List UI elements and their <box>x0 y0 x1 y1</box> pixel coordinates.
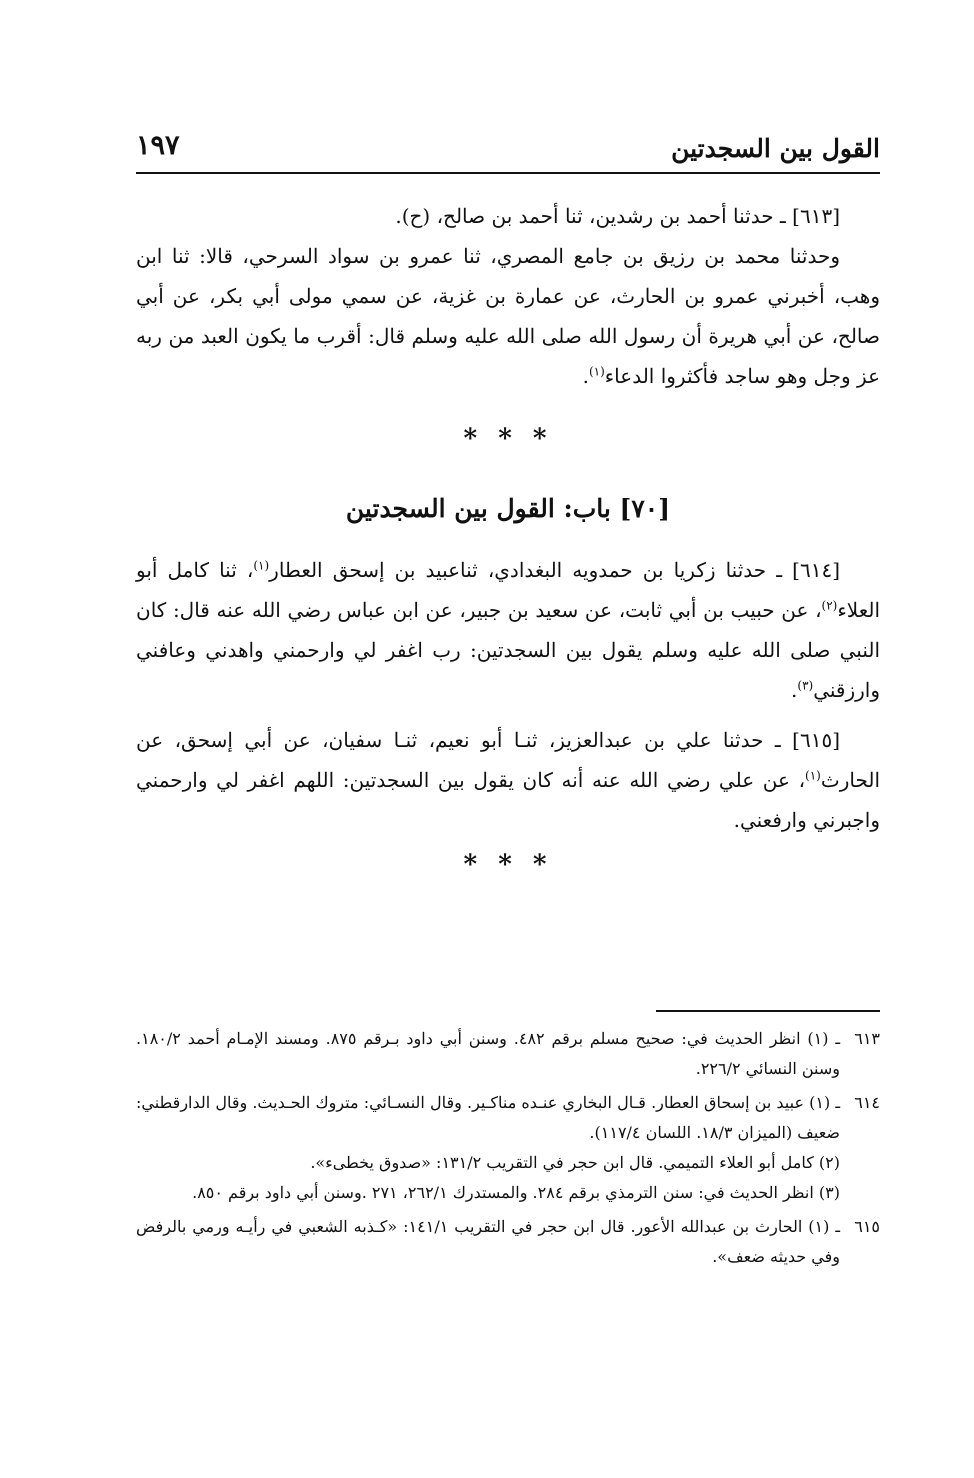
footnote-text: (٢) كامل أبو العلاء التميمي. قال ابن حجر في التقريب ١٣١/٢: «صدوق يخطىء». <box>310 1153 840 1172</box>
footnote-marker[interactable]: (١) <box>588 364 605 379</box>
footnote-text: (٣) انظر الحديث في: سنن الترمذي برقم ٢٨٤. والمستدرك ٢٦٢/١، ٢٧١ .وسنن أبي داود برقم ٨٥٠. <box>192 1183 840 1202</box>
hadith-613-end: . <box>582 364 589 388</box>
hadith-614 <box>136 550 880 710</box>
header-title: القول بين السجدتين <box>671 134 880 163</box>
footnote-marker[interactable]: (١) <box>253 558 270 573</box>
footnote-number: ٦١٣ <box>854 1029 880 1048</box>
footnote-text: ـ (١) الحارث بن عبدالله الأعور. قال ابن حجر في التقريب ١٤١/١: «كـذبه الشعبي في رأيـه ورمي بالرفض وفي حديثه ضعف». <box>136 1217 841 1266</box>
footnote-613 <box>136 1024 880 1084</box>
hadith-615-part-2: ، عن علي رضي الله عنه أنه كان يقول بين السجدتين: اللهم اغفر لي وارحمني واجبرني وارفعني. <box>136 768 880 832</box>
section-separator: * * * <box>463 850 553 880</box>
hadith-613-body: وحدثنا محمد بن رزيق بن جامع المصري، ثنا عمرو بن سواد السرحي، قالا: ثنا ابن وهب، أخبرني عمرو بن الحارث، عن عمارة بن غزية، عن سمي مولى أبي بكر، عن أبي صالح، عن أبي هريرة أن رسول الله صلى الله عليه وسلم قال: أقرب ما يكون العبد من ربه عز وجل وهو ساجد فأكثروا الدعاء <box>136 244 880 388</box>
footnote-614 <box>136 1088 880 1208</box>
hadith-615-text <box>136 720 880 840</box>
page-number: ١٩٧ <box>136 130 180 161</box>
footnote-rule <box>656 1010 880 1012</box>
footnote-615 <box>136 1212 880 1272</box>
header-rule <box>136 172 880 174</box>
footnote-marker[interactable]: (١) <box>805 768 821 783</box>
footnote-text: ـ (١) انظر الحديث في: صحيح مسلم برقم ٤٨٢. وسنن أبي داود بـرقم ٨٧٥. ومسند الإمـام أحمد ١٨٠/٢. وسنن النسائي ٢٢٦/٢. <box>136 1029 841 1078</box>
footnote-number: ٦١٤ <box>854 1093 880 1112</box>
hadith-614-text <box>136 550 880 710</box>
hadith-614-part-2: ، ثنا كامل أبو العلاء <box>136 558 880 622</box>
chapter-title: [٧٠] باب: القول بين السجدتين <box>345 494 671 523</box>
footnotes <box>136 1024 880 1276</box>
footnote-marker[interactable]: (٢) <box>821 598 838 613</box>
hadith-613 <box>136 196 880 396</box>
footnote-number: ٦١٥ <box>854 1217 880 1236</box>
hadith-614-end: . <box>791 678 798 702</box>
hadith-614-part-1: [٦١٤] ـ حدثنا زكريا بن حمدويه البغدادي، ثناعبيد بن إسحق العطار <box>269 558 840 582</box>
footnote-marker[interactable]: (٣) <box>797 678 814 693</box>
footnote-text: ـ (١) عبيد بن إسحاق العطار. قـال البخاري عنـده مناكـير. وقال النسـائي: متروك الحـديث. وقال الدارقطني: ضعيف (الميزان ١٨/٣. اللسان ١١٧/٤). <box>136 1093 841 1142</box>
hadith-615-part-1: [٦١٥] ـ حدثنا علي بن عبدالعزيز، ثنـا أبو نعيم، ثنـا سفيان، عن أبي إسحق، عن الحارث <box>136 728 880 792</box>
hadith-613-isnad-1: [٦١٣] ـ حدثنا أحمد بن رشدين، ثنا أحمد بن صالح، (ح). <box>395 204 840 228</box>
page-header <box>136 128 880 172</box>
hadith-615 <box>136 720 880 840</box>
section-separator: * * * <box>463 424 553 454</box>
hadith-614-part-3: ، عن حبيب بن أبي ثابت، عن سعيد بن جبير، عن ابن عباس رضي الله عنه قال: كان النبي صلى الله عليه وسلم يقول بين السجدتين: رب اغفر لي وارحمني واهدني وعافني وارزقني <box>136 598 880 702</box>
hadith-613-text <box>136 236 880 396</box>
